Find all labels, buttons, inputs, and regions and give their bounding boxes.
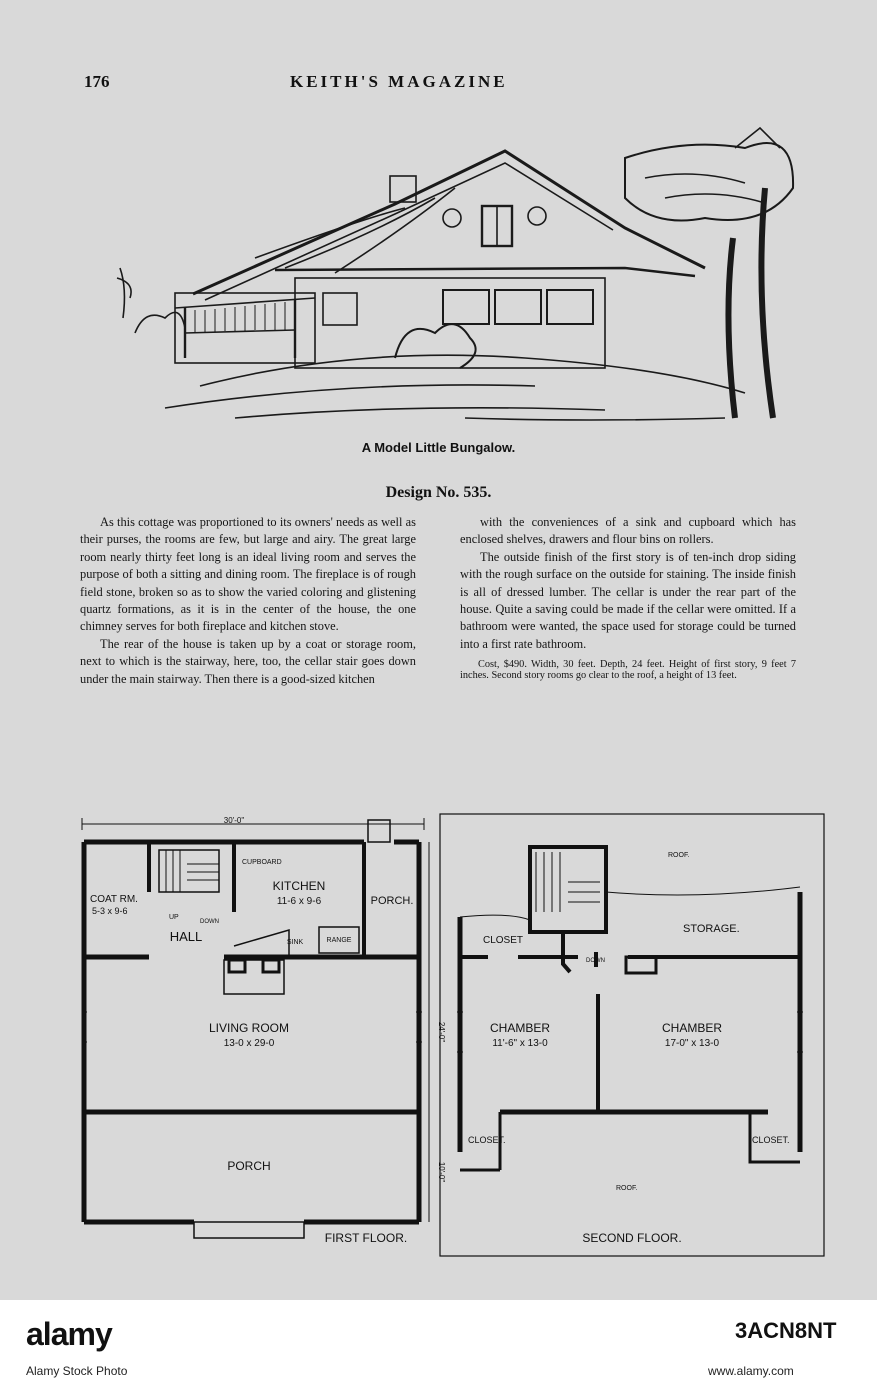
text-column-right	[460, 514, 796, 681]
living-room-label: LIVING ROOM	[208, 1021, 290, 1035]
roof-label-top: ROOF.	[668, 852, 690, 859]
width-dimension: 30'-0"	[223, 816, 245, 825]
first-floor-label: FIRST FLOOR.	[324, 1231, 408, 1245]
hall-label: HALL	[169, 929, 203, 944]
closet-label-top: CLOSET	[483, 935, 524, 946]
roof-label-bottom: ROOF.	[616, 1185, 638, 1192]
second-floor-plan	[438, 812, 828, 1260]
second-floor-label: SECOND FLOOR.	[582, 1231, 682, 1245]
stair-up-label: UP	[169, 914, 179, 921]
stock-url: www.alamy.com	[708, 1364, 794, 1378]
text-column-left	[80, 514, 416, 688]
coat-room-size: 5-3 x 9-6	[92, 906, 128, 916]
left-chamber-size: 11'-6" x 13-0	[492, 1038, 548, 1049]
paragraph: The rear of the house is taken up by a coat or storage room, next to which is the stairway, here, too, the cellar stair goes down under the main stairway. Then there is a good-sized kitchen	[80, 636, 416, 686]
right-chamber-label: CHAMBER	[661, 1021, 723, 1035]
living-room-size: 13-0 x 29-0	[223, 1038, 275, 1049]
depth-dimension: 24'-0"	[437, 1021, 446, 1043]
stair-down-label: DOWN	[200, 919, 219, 925]
closet-label-right: CLOSET.	[752, 1135, 790, 1145]
bungalow-sketch	[105, 118, 793, 434]
first-floor-plan	[74, 812, 444, 1252]
paragraph: As this cottage was proportioned to its owners' needs as well as their purses, the rooms are few, but large and airy. The great large room nearly thirty feet long is an ideal living room and serves the purpose of both a sitting and dining room. The fireplace is of rough field stone, broken so as to show the varied coloring and glistening quartz formations, as it is in the center of the house, the one chimney serves for both fireplace and kitchen stove.	[80, 515, 416, 634]
sink-label: SINK	[286, 939, 304, 946]
porch-dimension: 10'-0"	[437, 1161, 446, 1183]
rear-porch-label: PORCH.	[370, 895, 414, 907]
closet-label-left: CLOSET.	[468, 1135, 506, 1145]
left-chamber-label: CHAMBER	[489, 1021, 551, 1035]
paragraph: with the conveniences of a sink and cupboard which has enclosed shelves, drawers and flour bins on rollers.	[460, 515, 796, 547]
range-label: RANGE	[326, 937, 352, 944]
kitchen-size: 11-6 x 9-6	[276, 896, 322, 907]
brand-logo: alamy	[26, 1316, 112, 1352]
coat-room-label: COAT RM.	[90, 894, 138, 905]
page-number: 176	[84, 72, 110, 91]
stock-credit: Alamy Stock Photo	[26, 1364, 128, 1378]
image-id: 3ACN8NT	[735, 1318, 837, 1343]
cupboard-label: CUPBOARD	[242, 859, 282, 866]
paragraph: The outside finish of the first story is of ten-inch drop siding with the rough surface on the outside for staining. The inside finish is all of dressed lumber. The cellar is under the rear part of the house. Quite a saving could be made if the cellar were omitted. If a bathroom were wanted, the space used for storage could be turned into a first rate bathroom.	[460, 549, 796, 651]
stair-down-label: DOWN	[586, 958, 605, 964]
front-porch-label: PORCH	[227, 1159, 271, 1173]
article-title: Design No. 535.	[385, 484, 492, 501]
specifications: Cost, $490. Width, 30 feet. Depth, 24 feet. Height of first story, 9 feet 7 inches. Second story rooms go clear to the roof, a height of 13 feet.	[460, 659, 796, 682]
kitchen-label: KITCHEN	[272, 879, 326, 893]
illustration-caption: A Model Little Bungalow.	[361, 440, 516, 455]
right-chamber-size: 17-0" x 13-0	[664, 1038, 720, 1049]
storage-label: STORAGE.	[683, 923, 740, 935]
magazine-masthead: KEITH'S MAGAZINE	[290, 72, 508, 91]
